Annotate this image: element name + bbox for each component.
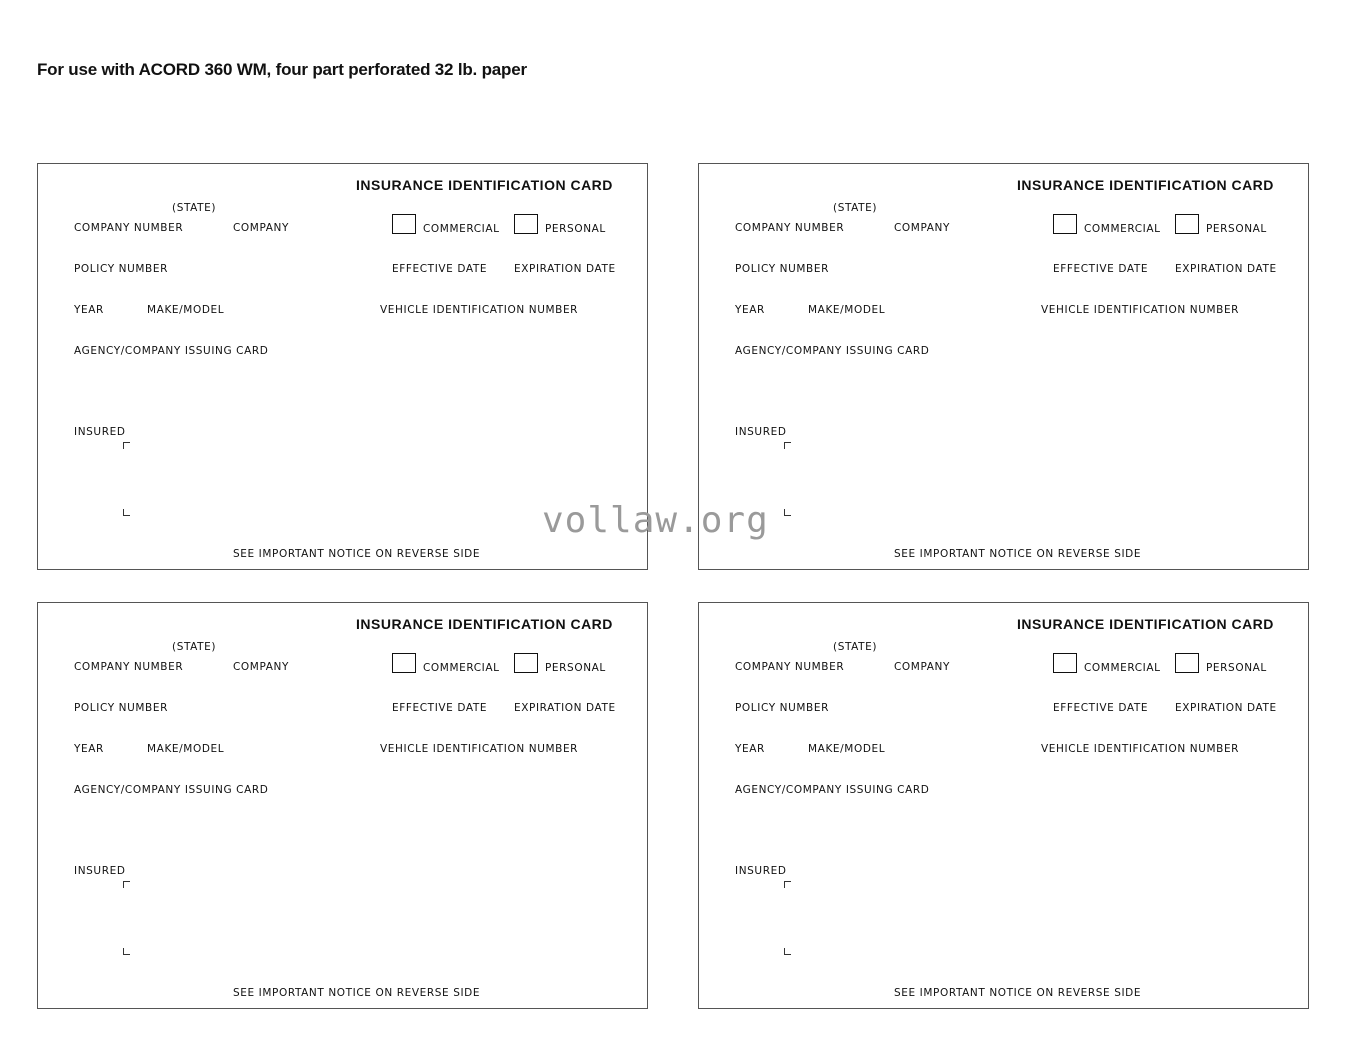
page-header: For use with ACORD 360 WM, four part perforated 32 lb. paper (37, 60, 527, 79)
card-title: INSURANCE IDENTIFICATION CARD (356, 177, 613, 193)
card-title: INSURANCE IDENTIFICATION CARD (1017, 616, 1274, 632)
address-corner-top (784, 442, 791, 449)
insured-label: INSURED (735, 426, 787, 438)
personal-label: PERSONAL (545, 662, 606, 674)
vin-label: VEHICLE IDENTIFICATION NUMBER (1041, 304, 1240, 316)
card-title: INSURANCE IDENTIFICATION CARD (356, 616, 613, 632)
company-number-label: COMPANY NUMBER (74, 222, 184, 234)
state-label: (STATE) (172, 202, 217, 214)
notice-label: SEE IMPORTANT NOTICE ON REVERSE SIDE (894, 987, 1142, 999)
commercial-label: COMMERCIAL (423, 223, 500, 235)
make-model-label: MAKE/MODEL (147, 304, 225, 316)
company-number-label: COMPANY NUMBER (735, 661, 845, 673)
commercial-label: COMMERCIAL (1084, 662, 1161, 674)
vin-label: VEHICLE IDENTIFICATION NUMBER (380, 304, 579, 316)
policy-number-label: POLICY NUMBER (74, 263, 168, 275)
company-label: COMPANY (233, 661, 289, 673)
commercial-label: COMMERCIAL (1084, 223, 1161, 235)
insured-label: INSURED (74, 426, 126, 438)
company-label: COMPANY (894, 661, 950, 673)
personal-checkbox[interactable] (1175, 653, 1199, 673)
agency-label: AGENCY/COMPANY ISSUING CARD (735, 345, 930, 357)
address-corner-bottom (784, 509, 791, 516)
insurance-card-3 (37, 602, 648, 1009)
company-number-label: COMPANY NUMBER (735, 222, 845, 234)
policy-number-label: POLICY NUMBER (74, 702, 168, 714)
policy-number-label: POLICY NUMBER (735, 702, 829, 714)
effective-date-label: EFFECTIVE DATE (1053, 263, 1149, 275)
personal-label: PERSONAL (1206, 662, 1267, 674)
insurance-card-4 (698, 602, 1309, 1009)
company-label: COMPANY (233, 222, 289, 234)
expiration-date-label: EXPIRATION DATE (514, 263, 616, 275)
address-corner-bottom (123, 509, 130, 516)
personal-checkbox[interactable] (514, 653, 538, 673)
policy-number-label: POLICY NUMBER (735, 263, 829, 275)
state-label: (STATE) (172, 641, 217, 653)
notice-label: SEE IMPORTANT NOTICE ON REVERSE SIDE (233, 548, 481, 560)
insured-label: INSURED (735, 865, 787, 877)
company-label: COMPANY (894, 222, 950, 234)
address-corner-top (784, 881, 791, 888)
commercial-label: COMMERCIAL (423, 662, 500, 674)
watermark: vollaw.org (542, 500, 769, 541)
state-label: (STATE) (833, 202, 878, 214)
commercial-checkbox[interactable] (1053, 214, 1077, 234)
personal-label: PERSONAL (545, 223, 606, 235)
expiration-date-label: EXPIRATION DATE (514, 702, 616, 714)
address-corner-top (123, 881, 130, 888)
year-label: YEAR (74, 304, 104, 316)
make-model-label: MAKE/MODEL (808, 743, 886, 755)
personal-checkbox[interactable] (1175, 214, 1199, 234)
commercial-checkbox[interactable] (392, 214, 416, 234)
agency-label: AGENCY/COMPANY ISSUING CARD (74, 784, 269, 796)
notice-label: SEE IMPORTANT NOTICE ON REVERSE SIDE (894, 548, 1142, 560)
effective-date-label: EFFECTIVE DATE (392, 263, 488, 275)
effective-date-label: EFFECTIVE DATE (1053, 702, 1149, 714)
address-corner-bottom (784, 948, 791, 955)
commercial-checkbox[interactable] (392, 653, 416, 673)
year-label: YEAR (735, 743, 765, 755)
address-corner-top (123, 442, 130, 449)
company-number-label: COMPANY NUMBER (74, 661, 184, 673)
personal-label: PERSONAL (1206, 223, 1267, 235)
agency-label: AGENCY/COMPANY ISSUING CARD (735, 784, 930, 796)
year-label: YEAR (735, 304, 765, 316)
make-model-label: MAKE/MODEL (808, 304, 886, 316)
notice-label: SEE IMPORTANT NOTICE ON REVERSE SIDE (233, 987, 481, 999)
vin-label: VEHICLE IDENTIFICATION NUMBER (1041, 743, 1240, 755)
commercial-checkbox[interactable] (1053, 653, 1077, 673)
card-title: INSURANCE IDENTIFICATION CARD (1017, 177, 1274, 193)
vin-label: VEHICLE IDENTIFICATION NUMBER (380, 743, 579, 755)
make-model-label: MAKE/MODEL (147, 743, 225, 755)
insurance-card-2 (698, 163, 1309, 570)
expiration-date-label: EXPIRATION DATE (1175, 263, 1277, 275)
state-label: (STATE) (833, 641, 878, 653)
effective-date-label: EFFECTIVE DATE (392, 702, 488, 714)
expiration-date-label: EXPIRATION DATE (1175, 702, 1277, 714)
year-label: YEAR (74, 743, 104, 755)
agency-label: AGENCY/COMPANY ISSUING CARD (74, 345, 269, 357)
insured-label: INSURED (74, 865, 126, 877)
personal-checkbox[interactable] (514, 214, 538, 234)
address-corner-bottom (123, 948, 130, 955)
